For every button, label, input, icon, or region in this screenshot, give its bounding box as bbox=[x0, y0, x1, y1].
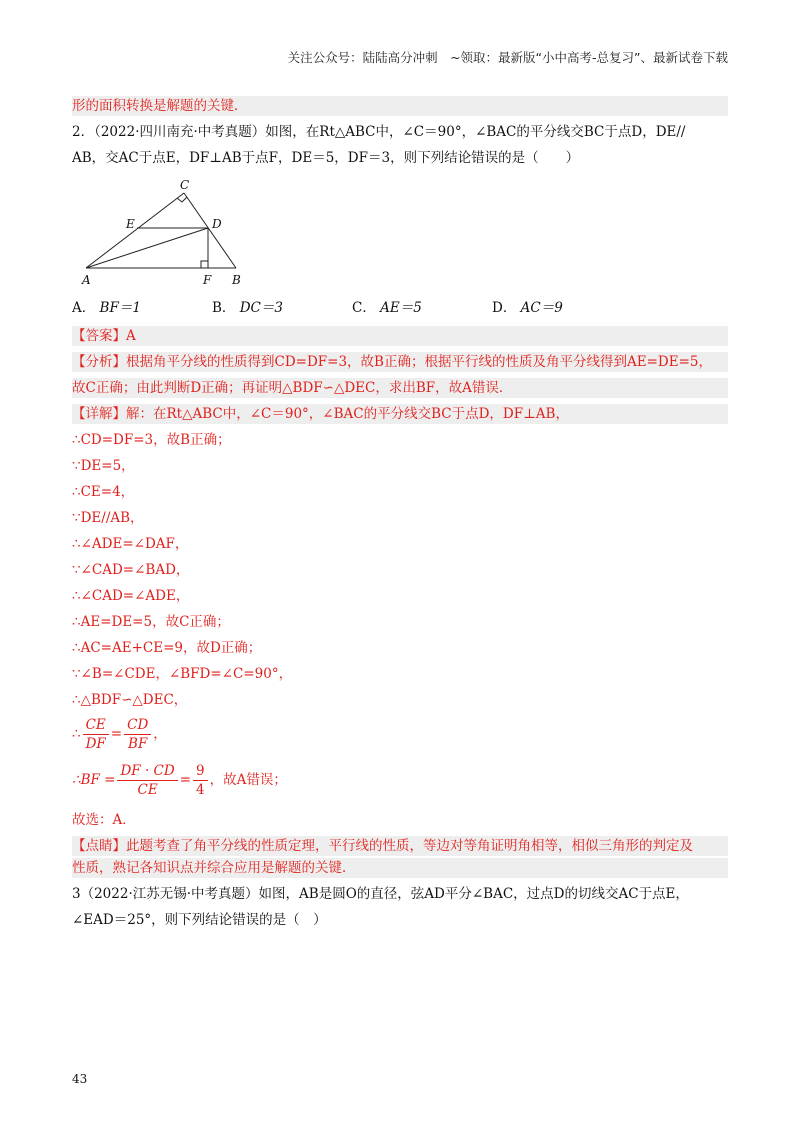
answer-line bbox=[72, 326, 728, 346]
answer-value: A bbox=[126, 328, 136, 344]
question-2-line-2: AB，交AC于点E，DF⊥AB于点F，DE＝5，DF＝3，则下列结论错误的是（ ） bbox=[72, 150, 580, 166]
analysis-tag: 【分析】 bbox=[72, 354, 126, 370]
question-3-line-2: ∠EAD＝25°，则下列结论错误的是（ ） bbox=[72, 912, 327, 928]
comment-tag: 【点睛】 bbox=[72, 838, 126, 854]
previous-solution-tail: 形的面积转换是解题的关键． bbox=[72, 96, 728, 116]
label-f: F bbox=[203, 273, 212, 287]
detail-step: ∵DE=5， bbox=[72, 458, 135, 474]
comment-line-2: 性质，熟记各知识点并综合应用是解题的关键． bbox=[72, 858, 728, 878]
side-cb bbox=[184, 193, 236, 268]
detail-step: ∴CE=4， bbox=[72, 484, 135, 500]
answer-tag: 【答案】 bbox=[72, 328, 126, 344]
fraction-ce-df: $\frac{CE}{DF}$ bbox=[83, 716, 109, 753]
label-a: A bbox=[82, 273, 91, 287]
ratio-equation: ∴ $\frac{CE}{DF}$ = $\frac{CD}{BF}$ ， bbox=[72, 717, 167, 752]
question-2-options bbox=[72, 298, 563, 318]
page-number: 43 bbox=[72, 1072, 88, 1086]
option-d[interactable]: D． AC＝9 bbox=[492, 300, 563, 316]
bf-equation: ∴BF = $\frac{DF \cdot CD}{CE}$ = $\frac{9}{4}$ ，故A错误； bbox=[72, 763, 287, 798]
analysis-line-2: 故C正确；由此判断D正确；再证明△BDF∽△DEC，求出BF，故A错误． bbox=[72, 378, 728, 398]
label-d: D bbox=[212, 217, 222, 231]
question-2-line-1: 2．（2022·四川南充·中考真题）如图，在Rt△ABC中，∠C＝90°，∠BAC的平分线交BC于点D，DE// bbox=[72, 124, 686, 140]
question-3-line-1: 3（2022·江苏无锡·中考真题）如图，AB是圆O的直径，弦AD平分∠BAC，过点D的切线交AC于点E， bbox=[72, 886, 689, 902]
option-c[interactable]: C． AE＝5 bbox=[352, 300, 422, 316]
comment-line-1: 【点睛】此题考查了角平分线的性质定理，平行线的性质，等边对等角证明角相等，相似三角形的判定及 bbox=[72, 836, 728, 856]
detail-line-1: 【详解】解：在Rt△ABC中，∠C＝90°，∠BAC的平分线交BC于点D，DF⊥AB， bbox=[72, 404, 728, 424]
analysis-line-1: 【分析】根据角平分线的性质得到CD=DF=3，故B正确；根据平行线的性质及角平分线得到AE=DE=5， bbox=[72, 352, 728, 372]
option-b[interactable]: B． DC＝3 bbox=[212, 300, 283, 316]
page-header: 关注公众号：陆陆高分冲刺 ~领取：最新版“小中高考-总复习”、最新试卷下载 bbox=[287, 50, 728, 65]
detail-step: ∴△BDF∽△DEC， bbox=[72, 692, 188, 708]
fraction-cd-bf: $\frac{CD}{BF}$ bbox=[124, 716, 151, 753]
detail-step: ∴AE=DE=5，故C正确； bbox=[72, 614, 230, 630]
label-e: E bbox=[126, 217, 135, 231]
label-b: B bbox=[232, 273, 241, 287]
detail-step: ∴AC=AE+CE=9，故D正确； bbox=[72, 640, 262, 656]
choose-line: 故选：A． bbox=[72, 812, 136, 828]
detail-step: ∴∠ADE=∠DAF， bbox=[72, 536, 189, 552]
detail-step: ∴CD=DF=3，故B正确； bbox=[72, 432, 231, 448]
detail-step: ∴∠CAD=∠ADE， bbox=[72, 588, 190, 604]
triangle-figure bbox=[80, 178, 260, 290]
detail-step: ∵DE//AB， bbox=[72, 510, 144, 526]
detail-step: ∵∠CAD=∠BAD， bbox=[72, 562, 190, 578]
detail-step: ∵∠B=∠CDE，∠BFD=∠C=90°， bbox=[72, 666, 293, 682]
bisector-ad bbox=[86, 228, 208, 268]
detail-tag: 【详解】 bbox=[72, 406, 126, 422]
fraction-df-cd-ce: $\frac{DF \cdot CD}{CE}$ bbox=[117, 762, 177, 799]
fraction-9-4: $\frac{9}{4}$ bbox=[193, 762, 208, 799]
option-a[interactable]: A． BF＝1 bbox=[72, 300, 141, 316]
right-angle-f bbox=[201, 261, 208, 268]
label-c: C bbox=[180, 178, 190, 192]
side-ac bbox=[86, 193, 184, 268]
